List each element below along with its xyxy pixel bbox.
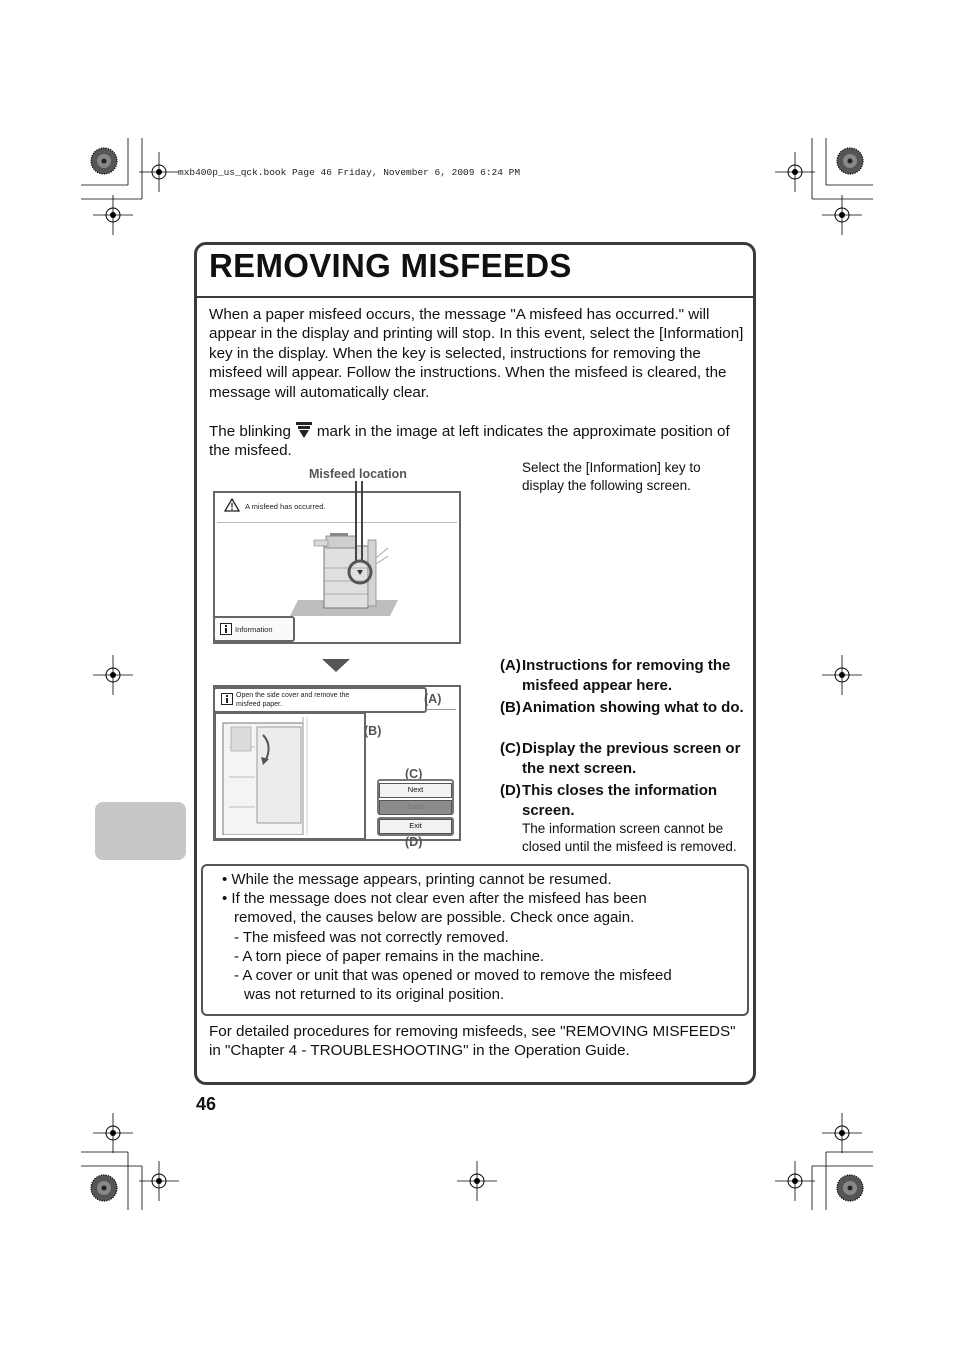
- side-cover-animation: [219, 717, 361, 835]
- note-line: was not returned to its original position.: [244, 986, 505, 1003]
- arrow-down-icon: [322, 659, 350, 673]
- page-title: REMOVING MISFEEDS: [209, 247, 572, 284]
- legend-item-c: [500, 739, 755, 778]
- warning-icon: [224, 498, 240, 512]
- callout-b: (B): [364, 724, 382, 738]
- legend-text: This closes the information screen.: [522, 782, 718, 819]
- next-button[interactable]: Next: [379, 783, 452, 798]
- legend-item-a: [500, 656, 755, 695]
- info-icon: [221, 693, 233, 705]
- callout-d: (D): [405, 835, 423, 849]
- callout-c: (C): [405, 767, 423, 781]
- note-line: • While the message appears, printing cannot be resumed.: [222, 871, 612, 888]
- information-key-label: Information: [235, 625, 273, 634]
- misfeed-callout: [340, 479, 380, 589]
- note-line: - A cover or unit that was opened or moved to remove the misfeed: [234, 967, 672, 984]
- legend-item-d: [500, 781, 755, 855]
- right-caption: Select the [Information] key to display the following screen.: [522, 460, 701, 493]
- instruction-text: Open the side cover and remove the misfeed paper.: [236, 692, 350, 708]
- legend-text: Display the previous screen or the next screen.: [522, 740, 741, 777]
- footer-paragraph: For detailed procedures for removing misfeeds, see "REMOVING MISFEEDS" in "Chapter 4 - TROUBLESHOOTING" in the Operation Guide.: [209, 1023, 736, 1060]
- legend-key: (C): [500, 740, 521, 757]
- legend-key: (B): [500, 699, 521, 716]
- legend-key: (D): [500, 782, 521, 799]
- legend-key: (A): [500, 657, 521, 674]
- intro-paragraph: When a paper misfeed occurs, the message "A misfeed has occurred." will appear in the display and printing will stop. In this event, select the [Information] key in the display. When the key is selected, instructions for removing the misfeed will appear. Follow the instructions. When the misfeed is cleared, the message will automatically clear.: [209, 306, 744, 401]
- book-header-line: mxb400p_us_qck.book Page 46 Friday, November 6, 2009 6:24 PM: [178, 167, 521, 178]
- info-icon: [220, 623, 232, 635]
- legend-note: The information screen cannot be closed until the misfeed is removed.: [522, 821, 737, 854]
- blink-text-before: The blinking: [209, 423, 291, 440]
- blink-text-after: mark in the image at left indicates the approximate position of the misfeed.: [209, 423, 730, 460]
- misfeed-message: A misfeed has occurred.: [245, 502, 326, 511]
- callout-a: (A): [424, 692, 442, 706]
- note-line: - The misfeed was not correctly removed.: [234, 929, 509, 946]
- information-key[interactable]: [213, 616, 295, 642]
- back-button[interactable]: Back: [379, 800, 452, 815]
- blink-paragraph: [209, 421, 749, 461]
- callout-a-line: [426, 709, 456, 710]
- note-line: • If the message does not clear even after the misfeed has been: [222, 890, 647, 907]
- legend-item-b: [500, 698, 755, 718]
- instruction-area: [213, 687, 427, 713]
- title-divider: [197, 296, 753, 298]
- note-line: removed, the causes below are possible. Check once again.: [234, 909, 635, 926]
- exit-button[interactable]: Exit: [379, 819, 452, 834]
- animation-area: [214, 712, 366, 840]
- legend-text: Animation showing what to do.: [522, 699, 744, 716]
- legend-text: Instructions for removing the misfeed appear here.: [522, 657, 731, 694]
- page-number: 46: [196, 1094, 217, 1114]
- misfeed-location-label: Misfeed location: [309, 467, 407, 481]
- misfeed-mark-icon: [295, 421, 313, 439]
- chapter-tab: [95, 802, 186, 860]
- note-line: - A torn piece of paper remains in the machine.: [234, 948, 545, 965]
